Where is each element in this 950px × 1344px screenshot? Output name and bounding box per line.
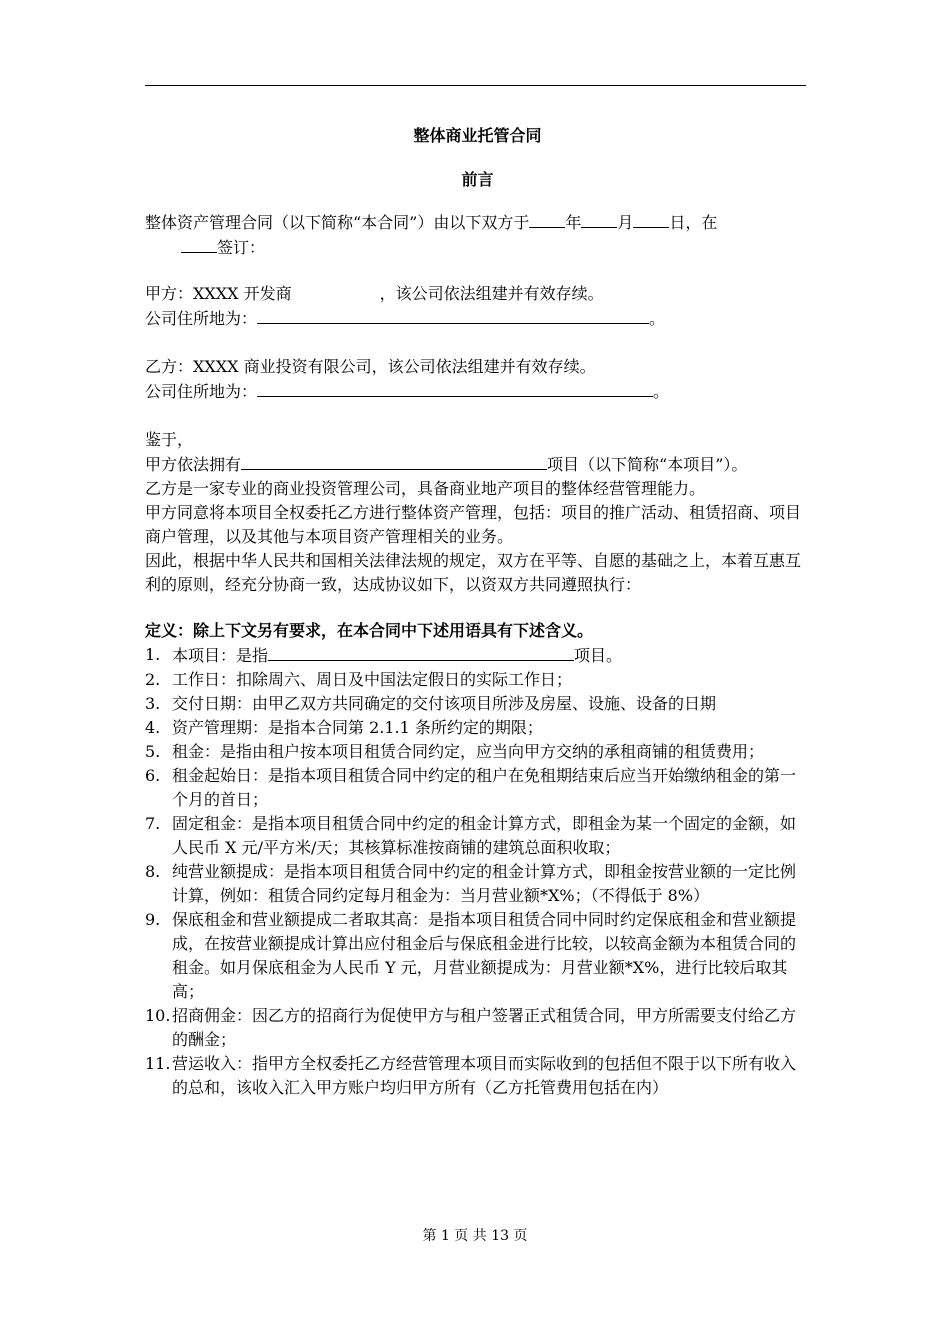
definitions-heading: 定义：除上下文另有要求，在本合同中下述用语具有下述含义。 xyxy=(145,621,594,640)
item-text: 招商佣金：因乙方的招商行为促使甲方与租户签署正式租赁合同，甲方所需要支付给乙方的酬金； xyxy=(172,1006,797,1049)
list-item xyxy=(145,692,810,716)
whereas-line3: 甲方同意将本项目全权委托乙方进行整体资产管理，包括：项目的推广活动、租赁招商、项目商户管理，以及其他与本项目资产管理相关的业务。 xyxy=(145,503,802,546)
list-item xyxy=(145,812,810,860)
item-text-end: 项目。 xyxy=(574,646,623,665)
item-text: 工作日：扣除周六、周日及中国法定假日的实际工作日； xyxy=(172,670,573,689)
party-a-address-line xyxy=(145,306,810,331)
period: 。 xyxy=(649,309,666,328)
item-text: 资产管理期：是指本合同第 2.1.1 条所约定的期限； xyxy=(172,718,543,737)
party-a-line xyxy=(145,282,810,306)
day-label: 日，在 xyxy=(669,213,718,232)
intro-text: 整体资产管理合同（以下简称“本合同”）由以下双方于 xyxy=(145,213,530,232)
item-number: 5. xyxy=(145,742,161,761)
item-number: 7. xyxy=(145,814,161,833)
year-blank xyxy=(529,210,565,228)
project-blank xyxy=(268,643,574,661)
intro-paragraph xyxy=(145,210,810,235)
month-label: 月 xyxy=(617,213,634,232)
year-label: 年 xyxy=(565,213,582,232)
party-a-address-label: 公司住所地为： xyxy=(145,309,258,328)
list-item xyxy=(145,1004,810,1052)
item-number: 8. xyxy=(145,862,161,881)
day-blank xyxy=(633,210,669,228)
item-number: 6. xyxy=(145,766,161,785)
month-blank xyxy=(581,210,617,228)
item-text: 本项目：是指 xyxy=(172,646,269,665)
list-item xyxy=(145,668,810,692)
whereas-line2: 乙方是一家专业的商业投资管理公司，具备商业地产项目的整体经营管理能力。 xyxy=(145,479,706,498)
party-a-address-blank xyxy=(257,306,649,324)
list-item xyxy=(145,716,810,740)
whereas-line1 xyxy=(145,452,810,477)
item-number: 2. xyxy=(145,670,161,689)
list-item xyxy=(145,764,810,812)
party-a-tail: ，该公司依法组建并有效存续。 xyxy=(379,284,604,303)
whereas-line1-b: 项目（以下简称“本项目”）。 xyxy=(547,455,748,474)
item-text: 营运收入：指甲方全权委托乙方经营管理本项目而实际收到的包括但不限于以下所有收入的总和，该收入汇入甲方账户均归甲方所有（乙方托管费用包括在内） xyxy=(172,1054,797,1097)
list-item xyxy=(145,860,810,908)
document-body xyxy=(145,118,810,1100)
item-number: 1. xyxy=(145,645,161,664)
party-b-address-blank xyxy=(257,379,653,397)
header-rule xyxy=(145,85,806,86)
item-number: 9. xyxy=(145,910,161,929)
whereas-head: 鉴于， xyxy=(145,430,194,449)
item-text: 纯营业额提成：是指本项目租赁合同中约定的租金计算方式，即租金按营业额的一定比例计算，例如：租赁合同约定每月租金为：当月营业额*X%；（不得低于 8%） xyxy=(172,862,797,905)
item-number: 10. xyxy=(145,1006,171,1025)
project-name-blank xyxy=(241,452,547,470)
item-number: 11. xyxy=(145,1054,171,1073)
sign-label: 签订： xyxy=(217,238,266,257)
item-text: 交付日期：由甲乙双方共同确定的交付该项目所涉及房屋、设施、设备的日期 xyxy=(172,694,717,713)
period: 。 xyxy=(653,382,670,401)
item-text: 租金：是指由租户按本项目租赁合同约定，应当向甲方交纳的承租商铺的租赁费用； xyxy=(172,742,765,761)
list-item xyxy=(145,643,810,668)
party-b-line: 乙方：XXXX 商业投资有限公司，该公司依法组建并有效存续。 xyxy=(145,357,596,376)
list-item xyxy=(145,908,810,1004)
party-a-label: 甲方：XXXX 开发商 xyxy=(145,284,292,303)
section-title-preface: 前言 xyxy=(461,170,494,189)
whereas-line1-a: 甲方依法拥有 xyxy=(145,455,242,474)
list-item xyxy=(145,740,810,764)
definitions-list xyxy=(145,643,810,1100)
item-number: 4. xyxy=(145,718,161,737)
item-text: 租金起始日：是指本项目租赁合同中约定的租户在免租期结束后应当开始缴纳租金的第一个月的首日； xyxy=(172,766,797,809)
party-b-address-line xyxy=(145,379,810,404)
document-title: 整体商业托管合同 xyxy=(413,126,542,145)
page-footer: 第 1 页 共 13 页 xyxy=(422,1228,528,1244)
item-text: 固定租金：是指本项目租赁合同中约定的租金计算方式，即租金为某一个固定的金额，如人民币 X 元/平方米/天；其核算标准按商铺的建筑总面积收取； xyxy=(172,814,797,857)
party-b-address-label: 公司住所地为： xyxy=(145,382,258,401)
whereas-line4: 因此，根据中华人民共和国相关法律法规的规定，双方在平等、自愿的基础之上，本着互惠互利的原则，经充分协商一致，达成协议如下，以资双方共同遵照执行： xyxy=(145,551,802,594)
item-text: 保底租金和营业额提成二者取其高：是指本项目租赁合同中同时约定保底租金和营业额提成，在按营业额提成计算出应付租金后与保底租金进行比较，以较高金额为本租赁合同的租金。如月保底租金为人民币 Y 元，月营业额提成为：月营业额*X%，进行比较后取其高； xyxy=(172,910,797,1001)
intro-paragraph-line2 xyxy=(145,235,810,260)
place-blank xyxy=(181,235,217,253)
list-item xyxy=(145,1052,810,1100)
item-number: 3. xyxy=(145,694,161,713)
